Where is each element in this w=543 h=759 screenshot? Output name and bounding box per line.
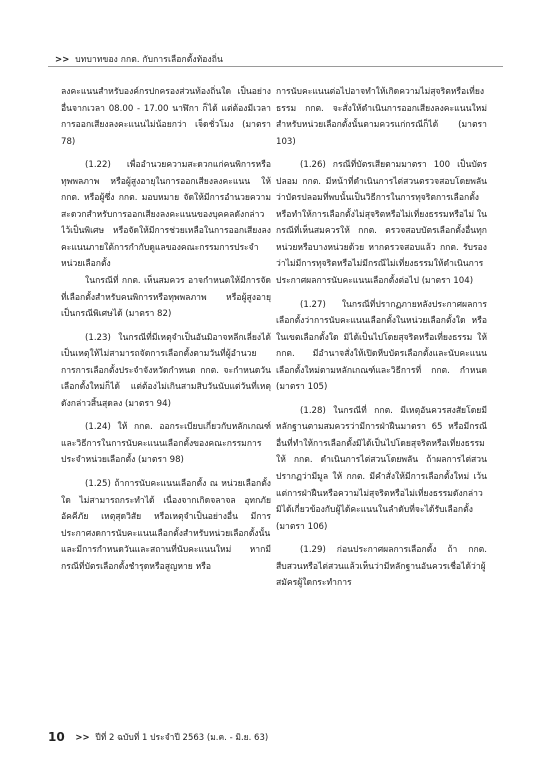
page-number: 10 [48,730,65,744]
left-column [61,84,271,575]
header-rule [48,66,503,67]
page-footer [48,730,268,744]
paragraph: (1.23) ในกรณีที่มีเหตุจำเป็นอันมิอาจหลีกเลี่ยงได้ เป็นเหตุให้ไม่สามารถจัดการเลือกตั้งตามวันที่ผู้อำนวยการการเลือกตั้งประจำจังหวัดกำหนด กกต. จะกำหนดวันเลือกตั้งใหม่ก็ได้ แต่ต้องไม่เกินสามสิบวันนับแต่วันที่เหตุดังกล่าวสิ้นสุดลง (มาตรา 94) [61,332,271,409]
paragraph: (1.22) เพื่ออำนวยความสะดวกแก่คนพิการหรือทุพพลภาพ หรือผู้สูงอายุในการออกเสียงลงคะแนน ให้ กกต. หรือผู้ซึ่ง กกต. มอบหมาย จัดให้มีการอำนวยความสะดวกสำหรับการออกเสียงลงคะแนนของบุคคลดังกล่าวไว้เป็นพิเศษ หรือจัดให้มีการช่วยเหลือในการออกเสียงลงคะแนนภายใต้การกำกับดูแลของคณะกรรมการประจำหน่วยเลือกตั้ง [61,160,271,270]
paragraph: (1.29) ก่อนประกาศผลการเลือกตั้ง ถ้า กกต. สืบสวนหรือไต่สวนแล้วเห็นว่ามีหลักฐานอันควรเชื่อได้ว่าผู้สมัครผู้ใดกระทำการ [276,545,487,589]
running-header [55,52,223,66]
footer-arrows: >> [75,733,90,743]
paragraph: (1.24) ให้ กกต. ออกระเบียบเกี่ยวกับหลักเกณฑ์ และวิธีการในการนับคะแนนเลือกตั้งของคณะกรรมการประจำหน่วยเลือกตั้ง (มาตรา 98) [61,422,271,466]
paragraph: (1.28) ในกรณีที่ กกต. มีเหตุอันควรสงสัยโดยมีหลักฐานตามสมควรว่ามีการฝ่าฝืนมาตรา 65 หรือมีกรณีอื่นที่ทำให้การเลือกตั้งมิได้เป็นไปโดยสุจริตหรือเที่ยงธรรม ให้ กกต. ดำเนินการไต่สวนโดยพลัน ถ้าผลการไต่สวนปรากฏว่ามีมูล ให้ กกต. มีคำสั่งให้มีการเลือกตั้งใหม่ เว้นแต่การฝ่าฝืนหรือความไม่สุจริตหรือไม่เที่ยงธรรมดังกล่าวมิได้เกี่ยวข้องกับผู้ได้คะแนนในลำดับที่จะได้รับเลือกตั้ง (มาตรา 106) [276,405,487,532]
paragraph: ในกรณีที่ กกต. เห็นสมควร อาจกำหนดให้มีการจัดที่เลือกตั้งสำหรับคนพิการหรือทุพพลภาพ หรือผู้สูงอายุ เป็นกรณีพิเศษได้ (มาตรา 82) [61,276,271,320]
paragraph: (1.26) กรณีที่บัตรเสียตามมาตรา 100 เป็นบัตรปลอม กกต. มีหน้าที่ดำเนินการไต่สวนตรวจสอบโดยพลันว่าบัตรปลอมที่พบนั้นเป็นวิธีการในการทุจริตการเลือกตั้งหรือทำให้การเลือกตั้งไม่สุจริตหรือไม่เที่ยงธรรมหรือไม่ ในกรณีที่เห็นสมควรให้ กกต. ตรวจสอบบัตรเลือกตั้งอื่นทุกหน่วยหรือบางหน่วยด้วย หากตรวจสอบแล้ว กกต. รับรองว่าไม่มีการทุจริตหรือไม่มีกรณีไม่เที่ยงธรรมให้ดำเนินการประกาศผลการนับคะแนนเลือกตั้งต่อไป (มาตรา 104) [276,160,487,287]
paragraph: ลงคะแนนสำหรับองค์กรปกครองส่วนท้องถิ่นใด เป็นอย่างอื่นจากเวลา 08.00 - 17.00 นาฬิกา ก็ได้ แต่ต้องมีเวลาการออกเสียงลงคะแนนไม่น้อยกว่า เจ็ดชั่วโมง (มาตรา 78) [61,87,271,147]
paragraph: (1.25) ถ้าการนับคะแนนเลือกตั้ง ณ หน่วยเลือกตั้งใด ไม่สามารถกระทำได้ เนื่องจากเกิดจลาจล อุทกภัย อัคคีภัย เหตุสุดวิสัย หรือเหตุจำเป็นอย่างอื่น มีการประกาศงดการนับคะแนนเลือกตั้งสำหรับหน่วยเลือกตั้งนั้น และมีการกำหนดวันและสถานที่นับคะแนนใหม่ หากมีกรณีที่บัตรเลือกตั้งชำรุดหรือสูญหาย หรือ [61,479,271,572]
issue-info: ปีที่ 2 ฉบับที่ 1 ประจำปี 2563 (ม.ค. - มิ.ย. 63) [95,733,269,743]
header-arrows: >> [55,55,70,65]
paragraph: (1.27) ในกรณีที่ปรากฏภายหลังประกาศผลการเลือกตั้งว่าการนับคะแนนเลือกตั้งในหน่วยเลือกตั้งใด หรือในเขตเลือกตั้งใด มิได้เป็นไปโดยสุจริตหรือเที่ยงธรรม ให้ กกต. มีอำนาจสั่งให้เปิดหีบบัตรเลือกตั้งและนับคะแนนเลือกตั้งใหม่ตามหลักเกณฑ์และวิธีการที่ กกต. กำหนด (มาตรา 105) [276,299,487,393]
header-title: บทบาทของ กกต. กับการเลือกตั้งท้องถิ่น [75,55,223,65]
right-column [276,84,487,592]
paragraph: การนับคะแนนต่อไปอาจทำให้เกิดความไม่สุจริตหรือเที่ยงธรรม กกต. จะสั่งให้ดำเนินการออกเสียงลงคะแนนใหม่สำหรับหน่วยเลือกตั้งนั้นตามควรแก่กรณีก็ได้ (มาตรา 103) [276,87,487,147]
